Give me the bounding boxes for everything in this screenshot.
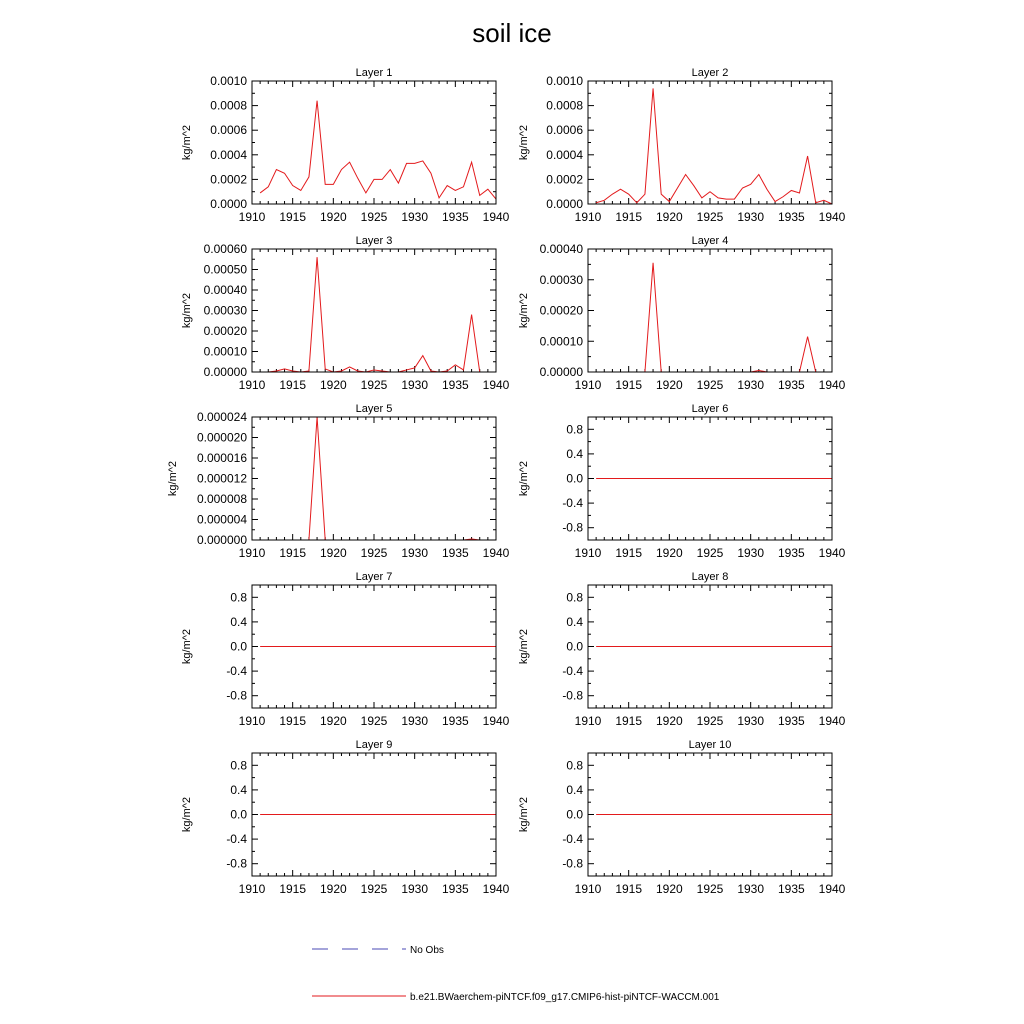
layer-9-xtick-label: 1915 [279,882,307,896]
layer-5-ytick-label: 0.000012 [196,471,247,486]
layer-5-panel [167,403,510,560]
layer-1-ytick-label: 0.0000 [210,197,247,211]
layer-4-xtick-label: 1935 [777,378,805,392]
layer-2-panel [518,67,846,224]
layer-8-ytick-label: -0.4 [562,664,583,679]
layer-9-title: Layer 9 [355,739,393,751]
layer-9-ytick-label: 0.4 [230,782,247,797]
layer-7-ytick-label: -0.4 [226,664,247,679]
layer-5-xtick-label: 1935 [441,546,469,560]
legend-obs-label: No Obs [410,945,444,956]
layer-3-xtick-label: 1930 [401,378,429,392]
layer-5-ytick-label: 0.000020 [196,430,247,445]
layer-8-xtick-label: 1910 [574,714,602,728]
layer-9-xtick-label: 1930 [401,882,429,896]
layer-5-title: Layer 5 [355,403,393,415]
layer-7-xtick-label: 1935 [441,714,469,728]
layer-1-ytick-label: 0.0006 [210,123,247,138]
layer-1-ytick-label: 0.0010 [210,74,247,88]
layer-6-ylabel: kg/m^2 [518,460,530,497]
layer-1-ytick-label: 0.0002 [210,172,247,187]
layer-5-xtick-label: 1925 [360,546,388,560]
layer-4-xtick-label: 1915 [615,378,643,392]
layer-10-xtick-label: 1920 [655,882,683,896]
layer-4-frame [588,249,832,372]
layer-6-ytick-label: 0.4 [566,446,583,461]
layer-6-ytick-label: 0.0 [566,471,583,486]
layer-1-xtick-label: 1930 [401,210,429,224]
layer-8-xtick-label: 1920 [655,714,683,728]
layer-4-ytick-label: 0.00030 [539,272,583,287]
layer-1-xtick-label: 1910 [238,210,266,224]
layer-5-xtick-label: 1915 [279,546,307,560]
layer-10-title: Layer 10 [688,739,732,751]
layer-1-xtick-label: 1915 [279,210,307,224]
layer-8-ylabel: kg/m^2 [518,628,530,665]
layer-9-xtick-label: 1910 [238,882,266,896]
layer-10-xtick-label: 1935 [777,882,805,896]
layer-10-ylabel: kg/m^2 [518,796,530,833]
layer-3-xtick-label: 1940 [482,378,510,392]
layer-5-ylabel: kg/m^2 [167,460,179,497]
panels-group [167,67,846,896]
layer-4-ytick-label: 0.00040 [539,242,583,256]
layer-7-ylabel: kg/m^2 [181,628,193,665]
layer-5-series-line [260,417,496,540]
layer-4-ylabel: kg/m^2 [518,292,530,329]
layer-10-xtick-label: 1910 [574,882,602,896]
layer-2-xtick-label: 1910 [574,210,602,224]
layer-3-title: Layer 3 [355,235,393,247]
layer-6-xtick-label: 1920 [655,546,683,560]
layer-8-xtick-label: 1935 [777,714,805,728]
layer-10-panel [518,739,846,896]
legend-model-label: b.e21.BWaerchem-piNTCF.f09_g17.CMIP6-hist-piNTCF-WACCM.001 [410,992,720,1003]
layer-5-xtick-label: 1910 [238,546,266,560]
layer-2-xtick-label: 1930 [737,210,765,224]
layer-8-ytick-label: -0.8 [562,688,583,703]
layer-5-ytick-label: 0.000024 [196,410,247,424]
layer-9-ytick-label: 0.0 [230,807,247,822]
layer-9-ytick-label: 0.8 [230,758,247,773]
layer-4-xtick-label: 1940 [818,378,846,392]
layer-6-xtick-label: 1935 [777,546,805,560]
layer-10-ytick-label: 0.4 [566,782,583,797]
layer-10-ytick-label: 0.8 [566,758,583,773]
layer-9-xtick-label: 1935 [441,882,469,896]
layer-2-ytick-label: 0.0010 [546,74,583,88]
layer-2-ytick-label: 0.0000 [546,197,583,211]
layer-7-xtick-label: 1910 [238,714,266,728]
layer-1-xtick-label: 1935 [441,210,469,224]
layer-1-ytick-label: 0.0008 [210,98,247,113]
layer-4-ytick-label: 0.00010 [539,334,583,349]
layer-10-ytick-label: -0.4 [562,832,583,847]
layer-6-xtick-label: 1940 [818,546,846,560]
layer-2-series-line [596,88,832,204]
layer-3-ytick-label: 0.00030 [203,303,247,318]
layer-8-panel [518,571,846,728]
layer-6-ytick-label: -0.8 [562,520,583,535]
layer-10-xtick-label: 1925 [696,882,724,896]
layer-1-xtick-label: 1920 [319,210,347,224]
layer-1-ytick-label: 0.0004 [210,147,247,162]
layer-9-xtick-label: 1925 [360,882,388,896]
layer-4-xtick-label: 1930 [737,378,765,392]
layer-3-ytick-label: 0.00040 [203,283,247,297]
layer-6-xtick-label: 1910 [574,546,602,560]
layer-2-xtick-label: 1940 [818,210,846,224]
layer-4-xtick-label: 1910 [574,378,602,392]
legend [312,945,720,1003]
layer-6-xtick-label: 1925 [696,546,724,560]
layer-10-xtick-label: 1940 [818,882,846,896]
layer-3-ytick-label: 0.00000 [203,365,247,379]
layer-7-ytick-label: 0.8 [230,590,247,605]
layer-9-xtick-label: 1940 [482,882,510,896]
layer-5-xtick-label: 1940 [482,546,510,560]
layer-1-frame [252,81,496,204]
layer-6-title: Layer 6 [691,403,729,415]
layer-7-xtick-label: 1940 [482,714,510,728]
figure-title: soil ice [472,18,552,48]
layer-3-xtick-label: 1920 [319,378,347,392]
layer-3-series-line [260,257,496,372]
layer-4-series-line [596,263,832,372]
layer-7-xtick-label: 1930 [401,714,429,728]
layer-2-ytick-label: 0.0006 [546,123,583,138]
layer-10-xtick-label: 1930 [737,882,765,896]
layer-6-xtick-label: 1915 [615,546,643,560]
layer-6-ytick-label: -0.4 [562,496,583,511]
layer-8-xtick-label: 1940 [818,714,846,728]
layer-1-title: Layer 1 [355,67,393,79]
layer-3-ylabel: kg/m^2 [181,292,193,329]
layer-5-ytick-label: 0.000004 [196,512,247,527]
layer-4-ytick-label: 0.00000 [539,365,583,379]
layer-2-ytick-label: 0.0004 [546,147,583,162]
layer-2-ylabel: kg/m^2 [518,124,530,161]
layer-7-xtick-label: 1915 [279,714,307,728]
layer-2-ytick-label: 0.0008 [546,98,583,113]
layer-3-ytick-label: 0.00050 [203,262,247,277]
layer-4-xtick-label: 1925 [696,378,724,392]
layer-4-ytick-label: 0.00020 [539,303,583,318]
layer-7-ytick-label: -0.8 [226,688,247,703]
layer-5-xtick-label: 1930 [401,546,429,560]
layer-7-title: Layer 7 [355,571,393,583]
layer-3-frame [252,249,496,372]
layer-2-ytick-label: 0.0002 [546,172,583,187]
layer-3-xtick-label: 1925 [360,378,388,392]
layer-10-ytick-label: -0.8 [562,856,583,871]
layer-1-xtick-label: 1940 [482,210,510,224]
layer-3-ytick-label: 0.00060 [203,242,247,256]
layer-9-ylabel: kg/m^2 [181,796,193,833]
layer-3-xtick-label: 1910 [238,378,266,392]
layer-7-panel [181,571,510,728]
layer-9-ytick-label: -0.4 [226,832,247,847]
layer-4-title: Layer 4 [691,235,729,247]
layer-8-xtick-label: 1925 [696,714,724,728]
layer-2-title: Layer 2 [691,67,729,79]
layer-5-xtick-label: 1920 [319,546,347,560]
layer-7-ytick-label: 0.0 [230,639,247,654]
layer-1-ylabel: kg/m^2 [181,124,193,161]
layer-1-panel [181,67,510,224]
layer-3-panel [181,235,510,392]
layer-6-panel [518,403,846,560]
layer-6-xtick-label: 1930 [737,546,765,560]
layer-8-xtick-label: 1930 [737,714,765,728]
layer-5-ytick-label: 0.000016 [196,451,247,465]
layer-7-xtick-label: 1925 [360,714,388,728]
layer-7-xtick-label: 1920 [319,714,347,728]
layer-5-frame [252,417,496,540]
layer-4-panel [518,235,846,392]
layer-2-xtick-label: 1915 [615,210,643,224]
layer-9-ytick-label: -0.8 [226,856,247,871]
layer-8-xtick-label: 1915 [615,714,643,728]
layer-3-xtick-label: 1915 [279,378,307,392]
layer-7-ytick-label: 0.4 [230,614,247,629]
layer-8-title: Layer 8 [691,571,729,583]
layer-8-ytick-label: 0.0 [566,639,583,654]
layer-6-ytick-label: 0.8 [566,422,583,437]
layer-3-ytick-label: 0.00010 [203,344,247,359]
layer-5-ytick-label: 0.000000 [196,533,247,547]
layer-10-xtick-label: 1915 [615,882,643,896]
layer-8-ytick-label: 0.8 [566,590,583,605]
layer-3-xtick-label: 1935 [441,378,469,392]
layer-3-ytick-label: 0.00020 [203,324,247,338]
layer-5-ytick-label: 0.000008 [196,492,247,506]
layer-9-xtick-label: 1920 [319,882,347,896]
layer-4-xtick-label: 1920 [655,378,683,392]
layer-8-ytick-label: 0.4 [566,614,583,629]
layer-10-ytick-label: 0.0 [566,807,583,822]
layer-2-xtick-label: 1935 [777,210,805,224]
layer-1-xtick-label: 1925 [360,210,388,224]
layer-2-xtick-label: 1920 [655,210,683,224]
layer-2-frame [588,81,832,204]
layer-1-series-line [260,101,496,199]
layer-2-xtick-label: 1925 [696,210,724,224]
layer-9-panel [181,739,510,896]
